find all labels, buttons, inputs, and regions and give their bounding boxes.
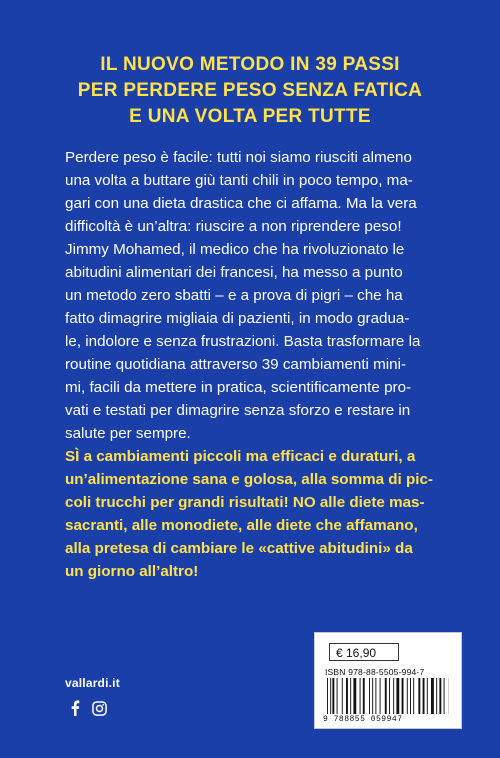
price-label: € 16,90 [329,643,399,661]
description-line: un metodo zero sbatti – e a prova di pigri – che ha [65,287,403,304]
description-line: le, indolore e senza frustrazioni. Basta trasformare la [65,333,421,350]
promo-line: un’alimentazione sana e golosa, alla somma di pic- [65,471,433,488]
instagram-icon[interactable] [92,701,107,716]
description-line: vati e testati per dimagrire senza sforzo e restare in [65,402,411,419]
barcode-digits: 9 788855 059947 [323,715,403,724]
description-line: fatto dimagrire migliaia di pazienti, in modo gradua- [65,310,410,327]
promo-line: un giorno all’altro! [65,563,199,580]
description-line: gari con una dieta drastica che ci affama. Ma la vera [65,195,417,212]
description-line: Perdere peso è facile: tutti noi siamo riusciti almeno [65,149,412,166]
description-line: difficoltà è un’altra: riuscire a non riprendere peso! [65,218,402,235]
isbn-text: ISBN 978-88-5505-994-7 [325,667,425,677]
barcode [327,678,449,716]
social-links [70,700,107,716]
promo-line: alla pretesa di cambiare le «cattive abitudini» da [65,540,413,557]
description-line: mi, facili da mettere in pratica, scientificamente pro- [65,379,412,396]
description-line: una volta a buttare giù tanti chili in poco tempo, ma- [65,172,413,189]
headline [0,52,500,130]
description [65,146,437,445]
publisher-website[interactable]: vallardi.it [65,676,120,690]
headline-line: E UNA VOLTA PER TUTTE [129,106,371,127]
description-line: abitudini alimentari dei francesi, ha messo a punto [65,264,403,281]
facebook-icon[interactable] [70,700,80,716]
description-line: salute per sempre. [65,425,191,442]
promo-text [65,445,437,583]
promo-line: SÌ a cambiamenti piccoli ma efficaci e duraturi, a [65,448,416,465]
barcode-panel [314,632,462,729]
description-line: routine quotidiana attraverso 39 cambiamenti mini- [65,356,407,373]
description-line: Jimmy Mohamed, il medico che ha rivoluzionato le [65,241,405,258]
headline-line: PER PERDERE PESO SENZA FATICA [77,80,423,101]
promo-line: sacranti, alle monodiete, alle diete che affamano, [65,517,418,534]
promo-line: coli trucchi per grandi risultati! NO alle diete mas- [65,494,425,511]
headline-line: IL NUOVO METODO IN 39 PASSI [100,54,400,75]
